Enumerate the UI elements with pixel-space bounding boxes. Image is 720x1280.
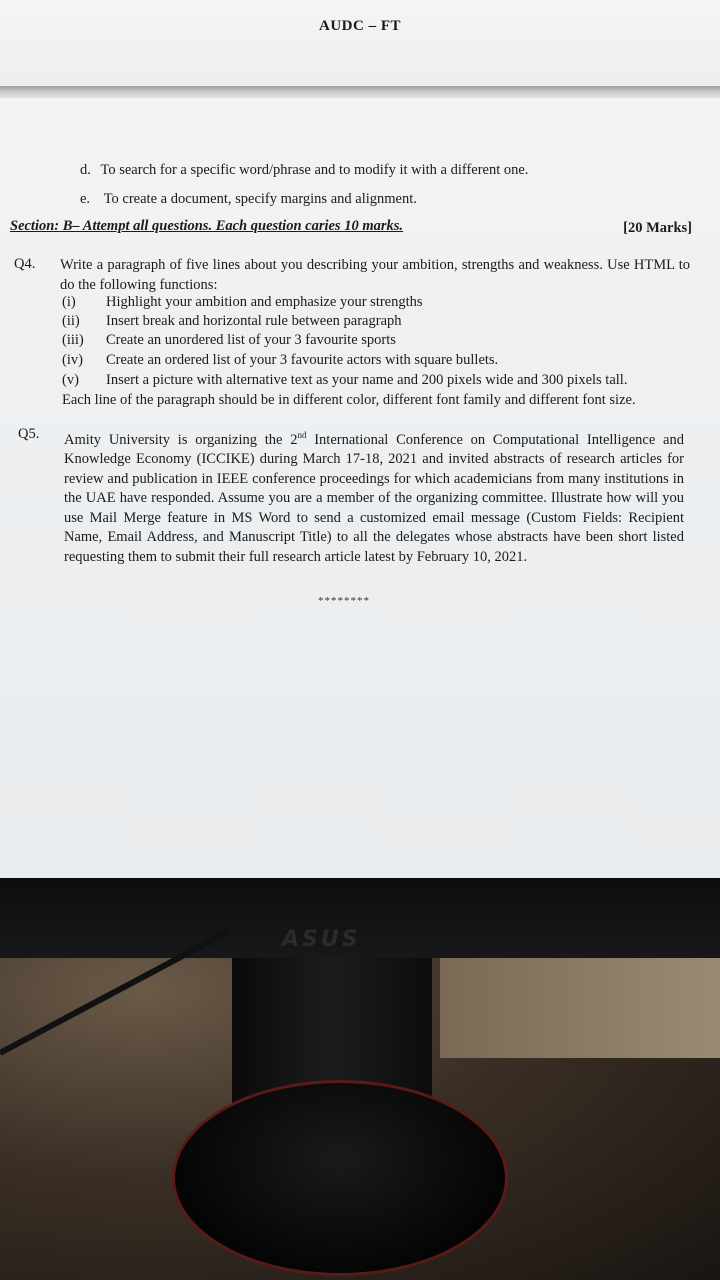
section-marks: [20 Marks] [623,220,692,236]
question-number: Q4. [14,256,36,272]
item-text: To create a document, specify margins and alignment. [103,191,417,207]
item-letter: e. [80,191,91,207]
question-outro: Each line of the paragraph should be in different color, different font family and different font size. [62,392,636,408]
question-number: Q5. [18,426,40,442]
end-marker: ******** [318,595,370,607]
sub-item: (i) Highlight your ambition and emphasize your strengths [62,294,423,310]
item-text: To search for a specific word/phrase and to modify it with a different one. [100,162,529,178]
page-header [0,0,720,86]
monitor-stand-base [172,1080,508,1276]
section-label: Section: B– Attempt all questions. Each question caries 10 marks. [10,218,404,234]
sub-item: (ii) Insert break and horizontal rule between paragraph [62,313,402,329]
brand-logo: ASUS [282,927,361,952]
list-item-d [80,162,528,179]
list-item-e [80,191,417,208]
sub-item: (iii) Create an unordered list of your 3 favourite sports [62,332,396,348]
sub-item: (v) Insert a picture with alternative text as your name and 200 pixels wide and 300 pixels tall. [62,372,628,388]
monitor-bezel [0,878,720,958]
question-text: Amity University is organizing the 2nd International Conference on Computational Intelligence and Knowledge Economy (ICCIKE) during March 17-18, 2021 and invited abstracts of research articles for review and publication in IEEE conference proceedings for which academicians from many institutions in the UAE have responded. Assume you are a member of the organizing committee. Illustrate how will you use Mail Merge feature in MS Word to send a customized email message (Custom Fields: Recipient Name, Email Address, and Manuscript Title) to all the delegates whose abstracts have been short listed requesting them to submit their full research article latest by February 10, 2021. [64,430,684,565]
page-break [0,86,720,98]
document-code: AUDC – FT [319,18,401,34]
item-letter: d. [80,162,91,178]
sub-item: (iv) Create an ordered list of your 3 favourite actors with square bullets. [62,352,499,368]
question-intro: Write a paragraph of five lines about you describing your ambition, strengths and weakness. Use HTML to do the following functions: [60,257,690,293]
wall-background [440,958,720,1058]
section-heading [10,218,692,235]
